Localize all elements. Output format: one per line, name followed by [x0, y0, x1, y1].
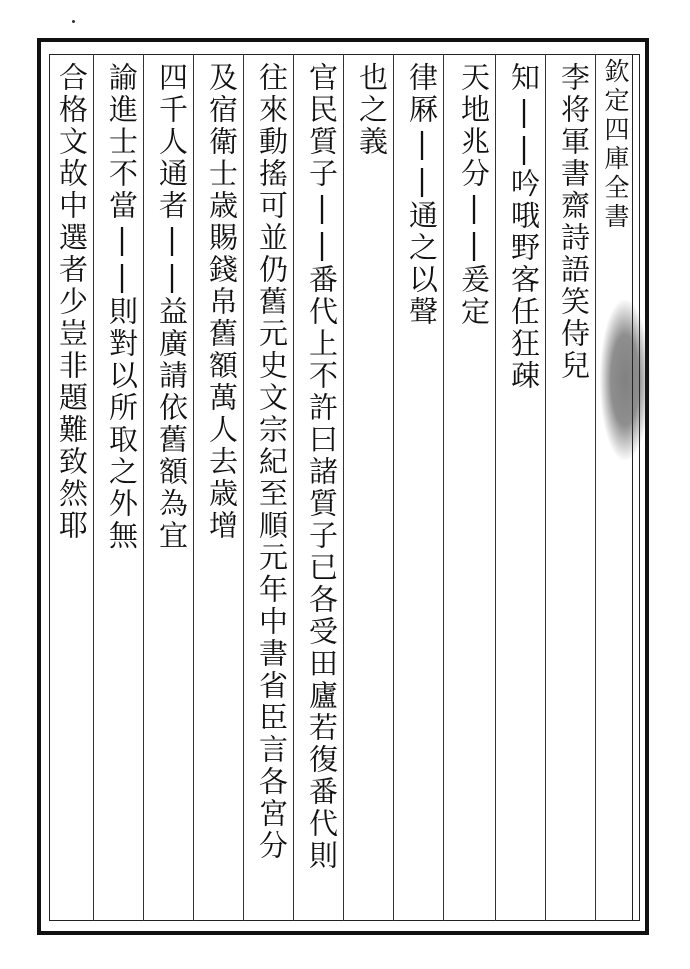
column-rule — [243, 54, 244, 921]
text-column: 及宿衛士歳賜錢帛舊額萬人去歳增 — [205, 62, 239, 542]
text-column: 往來動搖可並仍舊元史文宗紀至順元年中書省臣言各宮分 — [255, 62, 289, 862]
column-rule — [193, 54, 194, 921]
text-column — [453, 62, 495, 912]
text-column: 合格文故中選者少豈非題難致然耶 — [55, 62, 89, 542]
column-rule — [545, 54, 546, 921]
text-column: 四千人通者||益廣請依舊額為宜 — [155, 62, 189, 552]
column-rule — [343, 54, 344, 921]
text-column-main: 也之義 — [355, 62, 389, 158]
column-rule — [143, 54, 144, 921]
book-title: 欽定四庫全書 — [601, 58, 630, 232]
text-column-main: 律厤||通之以聲 — [405, 62, 439, 328]
column-rule — [495, 54, 496, 921]
spine-strip — [632, 54, 651, 921]
text-column-main: 知||吟哦野客任狂疎 — [507, 62, 541, 392]
text-column — [503, 62, 545, 912]
column-rule — [393, 54, 394, 921]
side-label — [598, 58, 632, 918]
text-column: 官民質子||番代上不許曰諸質子已各受田廬若復番代則 — [305, 62, 339, 872]
column-rule — [443, 54, 444, 921]
text-column — [351, 62, 393, 912]
column-rule — [293, 54, 294, 921]
text-column: 李将軍書齋詩語笑侍兒 — [557, 62, 591, 382]
text-column: 諭進士不當||則對以所取之外無 — [105, 62, 139, 552]
text-column — [401, 62, 443, 912]
text-column-main: 天地兆分||爰定 — [457, 62, 491, 328]
column-rule — [595, 54, 596, 921]
speck — [72, 20, 75, 23]
ink-blot — [600, 300, 650, 460]
column-rule — [93, 54, 94, 921]
